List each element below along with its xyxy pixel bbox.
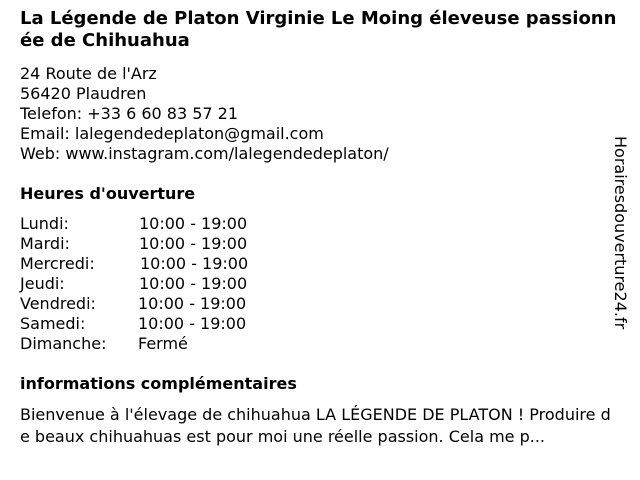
additional-info-heading: informations complémentaires: [20, 374, 297, 393]
time-value: Fermé: [138, 334, 188, 353]
hours-row-samedi: [20, 314, 248, 334]
day-label: Lundi:: [20, 214, 69, 233]
day-label: Dimanche:: [20, 334, 107, 353]
hours-row-lundi: [20, 214, 248, 234]
email-address: Email: lalegendedeplaton@gmail.com: [20, 124, 324, 143]
opening-hours-heading: Heures d'ouverture: [20, 184, 196, 203]
street-address: 24 Route de l'Arz: [20, 64, 157, 83]
day-label: Samedi:: [20, 314, 86, 333]
day-label: Vendredi:: [20, 294, 96, 313]
hours-row-mercredi: [20, 254, 248, 274]
phone-number: Telefon: +33 6 60 83 57 21: [20, 104, 239, 123]
time-value: 10:00 - 19:00: [138, 294, 247, 313]
address-block: [20, 64, 389, 164]
hours-row-dimanche: [20, 334, 248, 354]
business-title: La Légende de Platon Virginie Le Moing éleveuse passionnée de Chihuahua: [20, 8, 617, 51]
hours-row-jeudi: [20, 274, 248, 294]
day-label: Mardi:: [20, 234, 70, 253]
opening-hours-table: [20, 214, 248, 354]
website-url: Web: www.instagram.com/lalegendedeplaton/: [20, 144, 389, 163]
time-value: 10:00 - 19:00: [139, 274, 248, 293]
site-brand-vertical: Horairesdouverture24.fr: [611, 136, 630, 330]
day-label: Jeudi:: [20, 274, 65, 293]
additional-info-text: Bienvenue à l'élevage de chihuahua LA LÉGENDE DE PLATON ! Produire de beaux chihuahuas est pour moi une réelle passion. Cela me p...: [20, 405, 611, 446]
time-value: 10:00 - 19:00: [140, 254, 249, 273]
time-value: 10:00 - 19:00: [139, 234, 248, 253]
time-value: 10:00 - 19:00: [138, 314, 247, 333]
hours-row-vendredi: [20, 294, 248, 314]
postal-city: 56420 Plaudren: [20, 84, 147, 103]
day-label: Mercredi:: [20, 254, 95, 273]
hours-row-mardi: [20, 234, 248, 254]
time-value: 10:00 - 19:00: [139, 214, 248, 233]
